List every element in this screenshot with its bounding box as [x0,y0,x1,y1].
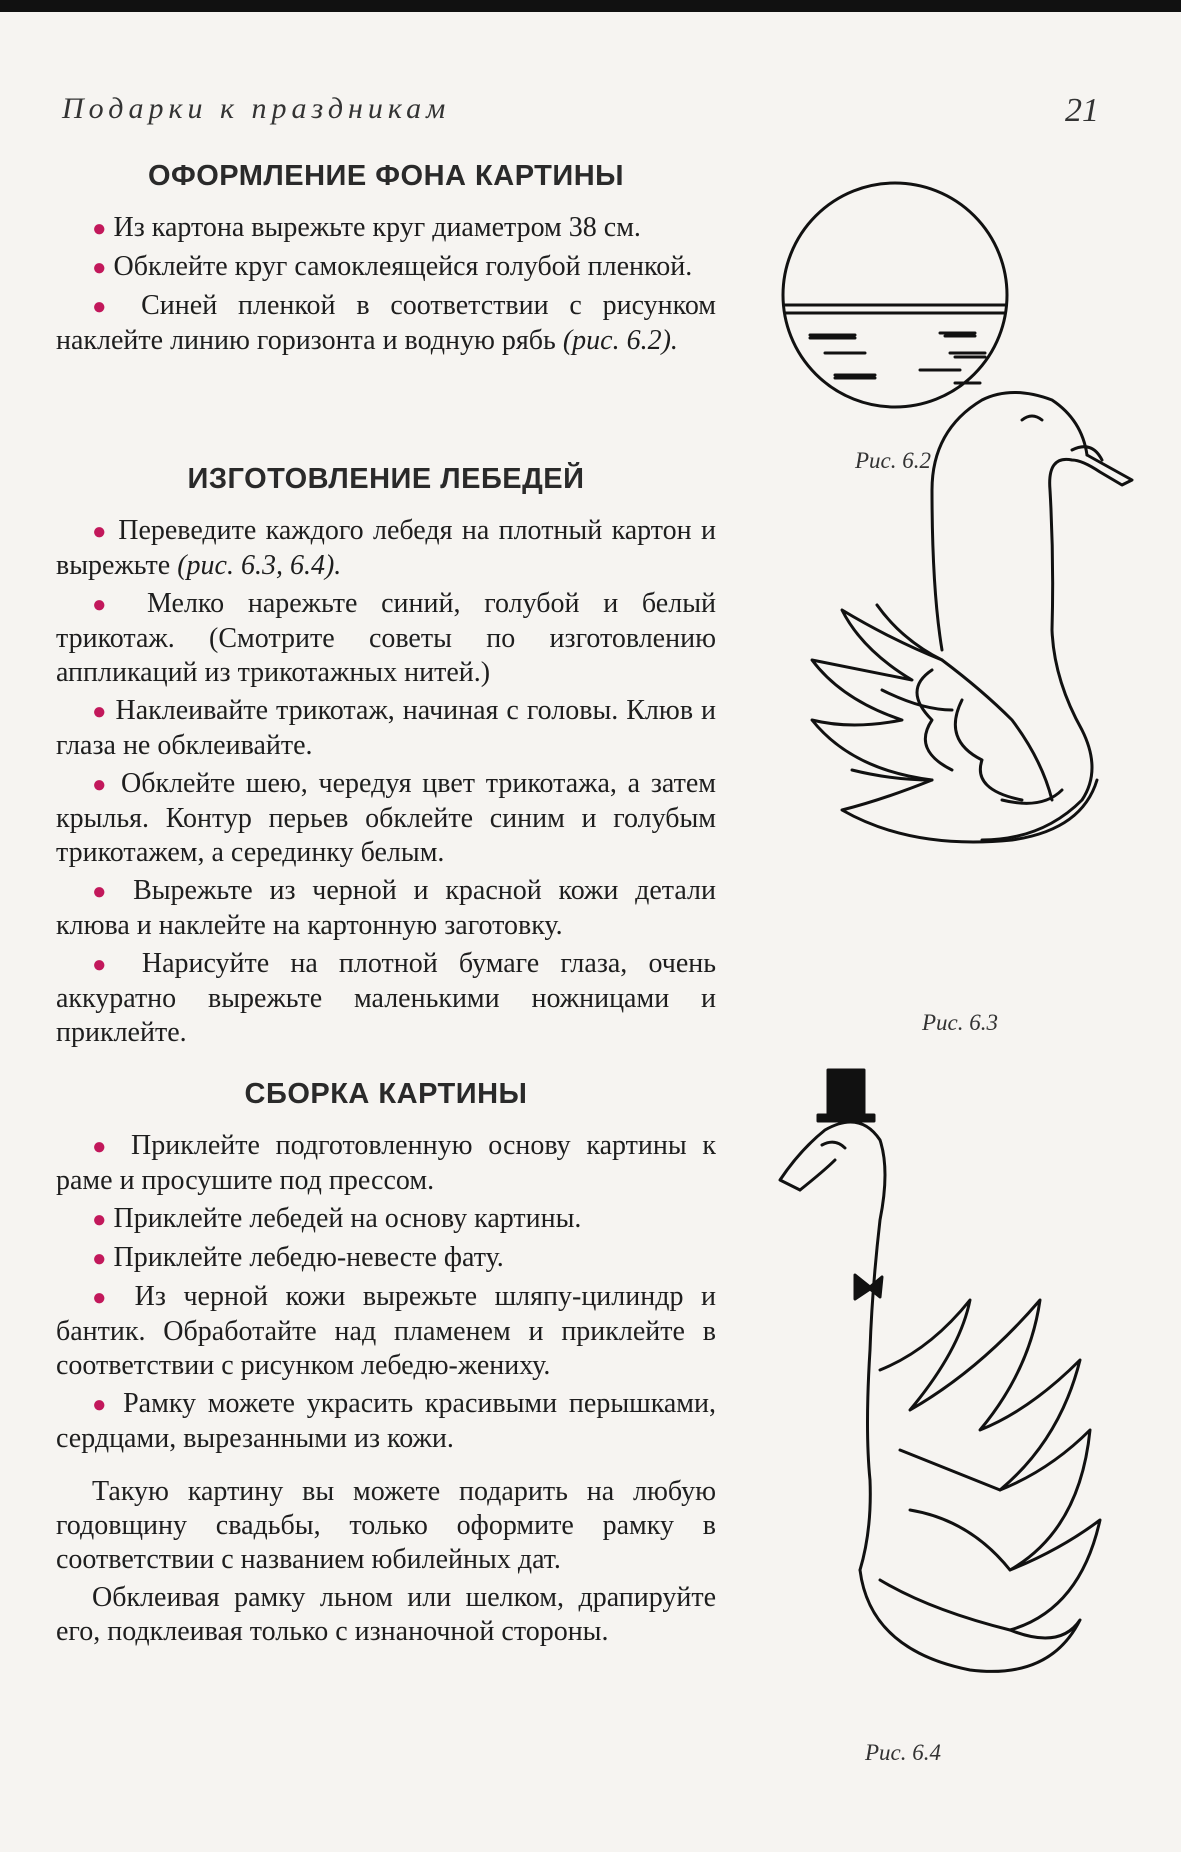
bullet-icon: ● [92,952,121,978]
list-item: ● Рамку можете украсить красивыми перышками, сердцами, вырезанными из кожи. [56,1388,717,1454]
list-item: ● Синей пленкой в соответствии с рисунком наклейте линию горизонта и водную рябь (рис. 6.2). [56,290,716,356]
bullet-icon: ● [92,772,111,798]
figure-caption: Рис. 6.3 [922,1010,999,1035]
bullet-icon: ● [92,255,107,281]
list-item: ● Из черной кожи вырежьте шляпу-цилиндр и бантик. Обработайте над пламенем и приклейте в соответствии с рисунком лебедю-жениху. [56,1281,717,1381]
section-title: ИЗГОТОВЛЕНИЕ ЛЕБЕДЕЙ [187,463,585,495]
list-item: ● Приклейте лебедей на основу картины. [92,1203,582,1234]
closing-paragraph: Такую картину вы можете подарить на любую годовщину свадьбы, только оформите рамку в соответствии с названием юбилейных дат. [56,1476,716,1575]
list-item: ● Нарисуйте на плотной бумаге глаза, очень аккуратно вырежьте маленькими ножницами и приклейте. [56,948,717,1048]
closing-paragraph: Обклеивая рамку льном или шелком, драпируйте его, подклеивая только с изнаночной стороны. [56,1582,716,1647]
list-item: ● Наклеивайте трикотаж, начиная с головы. Клюв и глаза не обклеивайте. [56,695,717,761]
running-title: Подарки к праздникам [62,92,451,125]
bullet-icon: ● [92,294,121,320]
closing-text [56,1475,716,1649]
section-title: ОФОРМЛЕНИЕ ФОНА КАРТИНЫ [147,160,625,192]
list-item: ● Переведите каждого лебедя на плотный картон и вырежьте (рис. 6.3, 6.4). [56,515,716,581]
bullet-icon: ● [92,699,108,725]
eye [822,1142,845,1148]
bullet-icon: ● [92,1246,107,1272]
list-item: ● Из картона вырежьте круг диаметром 38 см. [92,212,641,243]
section-swans [56,463,716,1050]
eye [1022,416,1042,420]
figure-caption: Рис. 6.2 [855,448,932,473]
bullet-icon: ● [92,879,117,905]
list-item: ● Мелко нарежьте синий, голубой и белый трикотаж. (Смотрите советы по изготовлению аппликаций из трикотажных нитей.) [56,588,717,688]
bullet-icon: ● [92,1207,107,1233]
list-item: ● Обклейте шею, чередуя цвет трикотажа, а затем крылья. Контур перьев обклейте синим и голубым трикотажем, а серединку белым. [56,768,716,868]
bullet-icon: ● [92,519,109,545]
bow-tie [855,1275,882,1299]
list-item: ● Приклейте лебедю-невесте фату. [92,1242,504,1273]
bullet-icon: ● [92,216,107,242]
bullet-icon: ● [92,1392,112,1418]
bullet-icon: ● [92,592,124,618]
top-hat [818,1070,874,1121]
figure-swan-groom [780,1050,1120,1730]
section-background [56,160,716,358]
figure-caption: Рис. 6.4 [865,1740,942,1765]
figure-swan-bride [782,360,1142,990]
top-edge [0,0,1181,12]
section-title: СБОРКА КАРТИНЫ [244,1078,528,1110]
section-assembly [56,1078,716,1456]
list-item: ● Приклейте подготовленную основу картины к раме и просушите под прессом. [56,1130,717,1196]
page-number: 21 [1065,92,1099,129]
list-item: ● Вырежьте из черной и красной кожи детали клюва и наклейте на картонную заготовку. [56,875,716,941]
bullet-icon: ● [92,1134,116,1160]
bullet-icon: ● [92,1285,118,1311]
list-item: ● Обклейте круг самоклеящейся голубой пленкой. [92,251,693,282]
